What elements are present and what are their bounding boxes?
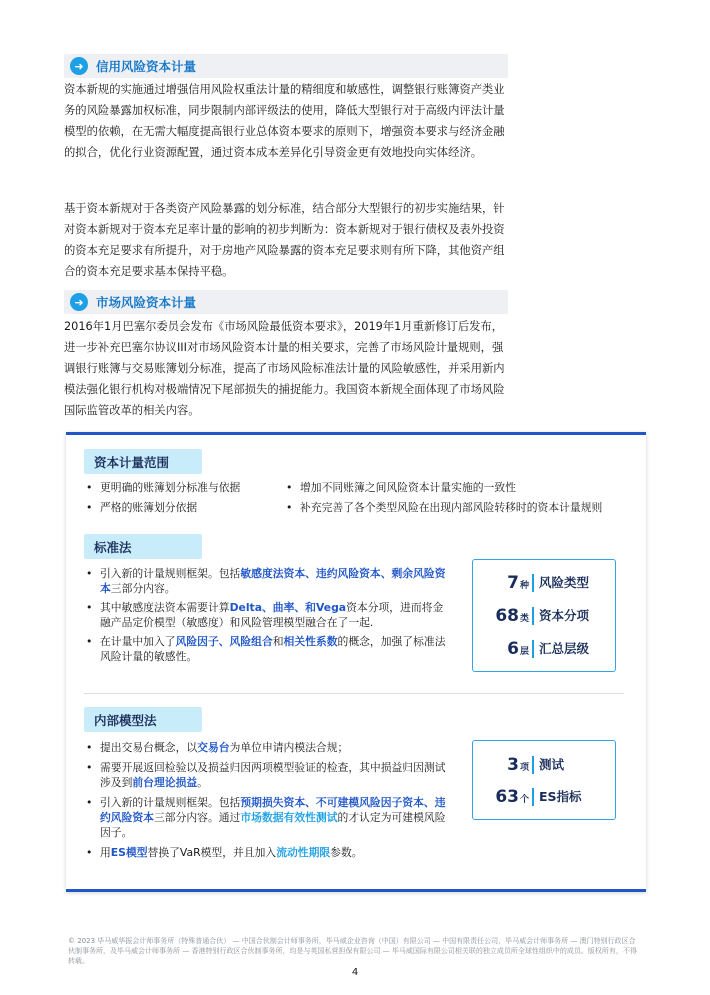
stat-number: 63个: [495, 787, 529, 807]
stat-row: [473, 637, 615, 661]
footer-copyright: © 2023 毕马威华振会计师事务所（特殊普通合伙） — 中国合伙制会计师事务所，毕马威企业咨询（中国）有限公司 — 中国有限责任公司，毕马威会计师事务所 — 澳门特别行政区合伙制事务所，及毕马威会计师事务所 — 香港特别行政区合伙制事务所，均是与英国私营担保有限公司 — 毕马威国际有限公司相关联的独立成员所全球性组织中的成员。版权所有，不得转载。: [68, 937, 637, 965]
section-title: 信用风险资本计量: [96, 59, 197, 74]
stat-number: 7种: [507, 573, 529, 593]
section-title: 市场风险资本计量: [96, 295, 197, 310]
arrow-circle-icon: ➜: [70, 293, 88, 311]
paragraph: 资本新规的实施通过增强信用风险权重法计量的精细度和敏感性，调整银行账簿资产类业务的风险暴露加权标准，同步限制内部评级法的使用，降低大型银行对于高级内评法计量模型的依赖，在无需大幅度提高银行业总体资本要求的原则下，增强资本要求与经济金融的拟合，优化行业资源配置，通过资本成本差异化引导资金更有效地投向实体经济。: [64, 83, 505, 159]
list-item: • 严格的账簿划分依据: [84, 500, 284, 515]
stat-label: 测试: [539, 757, 565, 772]
arrow-circle-icon: ➜: [70, 57, 88, 75]
list-item: • 补充完善了各个类型风险在出现内部风险转移时的资本计量规则: [284, 500, 644, 515]
stat-row: [473, 785, 615, 809]
market-risk-panel: [66, 432, 646, 892]
stat-row: [473, 571, 615, 595]
divider: [84, 693, 624, 694]
list-item: • 其中敏感度法资本需要计算Delta、曲率、和Vega资本分项，进而将金融产品定价模型（敏感度）和风险管理模型融合在了一起.: [84, 600, 446, 630]
standard-stats-box: [472, 559, 616, 672]
list-item: • 引入新的计量规则框架。包括预期损失资本、不可建模风险因子资本、违约风险资本三部分内容。通过市场数据有效性测试的才认定为可建模风险因子。: [84, 795, 446, 840]
section-header-market-risk: [64, 290, 508, 314]
page-number: 4: [351, 967, 359, 978]
stat-number: 6层: [507, 639, 529, 659]
list-item: • 需要开展返回检验以及损益归因两项模型验证的检查，其中损益归因测试涉及到前台理论损益。: [84, 760, 446, 790]
stat-label: 风险类型: [539, 575, 590, 590]
internal-model-list: [84, 740, 446, 860]
list-item: • 增加不同账簿之间风险资本计量实施的一致性: [284, 480, 644, 495]
standard-approach-label: 标准法: [84, 534, 202, 559]
internal-model-label: 内部模型法: [84, 707, 202, 732]
section-header-credit-risk: [64, 54, 508, 78]
stat-number: 3项: [507, 755, 529, 775]
scope-right-list: [284, 480, 644, 515]
list-item: • 更明确的账簿划分标准与依据: [84, 480, 284, 495]
stat-label: 资本分项: [539, 608, 590, 623]
stat-number: 68类: [495, 606, 529, 626]
stat-label: ES指标: [539, 789, 582, 804]
paragraph: 2016年1月巴塞尔委员会发布《市场风险最低资本要求》，2019年1月重新修订后发布，进一步补充巴塞尔协议III对市场风险资本计量的相关要求，完善了市场风险计量规则，强调银行账簿与交易账簿划分标准，提高了市场风险标准法计量的风险敏感性，并采用新内模法强化银行机构对极端情况下尾部损失的捕捉能力。我国资本新规全面体现了市场风险国际监管改革的相关内容。: [64, 320, 505, 417]
internal-stats-box: [472, 740, 616, 820]
scope-left-list: [84, 480, 284, 515]
list-item: • 提出交易台概念，以交易台为单位申请内模法合规；: [84, 740, 446, 755]
list-item: • 引入新的计量规则框架。包括敏感度法资本、违约风险资本、剩余风险资本三部分内容。: [84, 566, 446, 596]
stat-row: [473, 604, 615, 628]
list-item: • 在计量中加入了风险因子、风险组合和相关性系数的概念，加强了标准法风险计量的敏感性。: [84, 634, 446, 664]
paragraph: 基于资本新规对于各类资产风险暴露的划分标准，结合部分大型银行的初步实施结果，针对资本新规对于资本充足率计量的影响的初步判断为：资本新规对于银行债权及表外投资的资本充足要求有所提升，对于房地产风险暴露的资本充足要求则有所下降，其他资产组合的资本充足要求基本保持平稳。: [64, 202, 505, 278]
list-item: • 用ES模型替换了VaR模型，并且加入流动性期限参数。: [84, 845, 446, 860]
scope-label: 资本计量范围: [84, 449, 202, 474]
stat-row: [473, 753, 615, 777]
standard-approach-list: [84, 566, 446, 664]
stat-label: 汇总层级: [539, 641, 590, 656]
